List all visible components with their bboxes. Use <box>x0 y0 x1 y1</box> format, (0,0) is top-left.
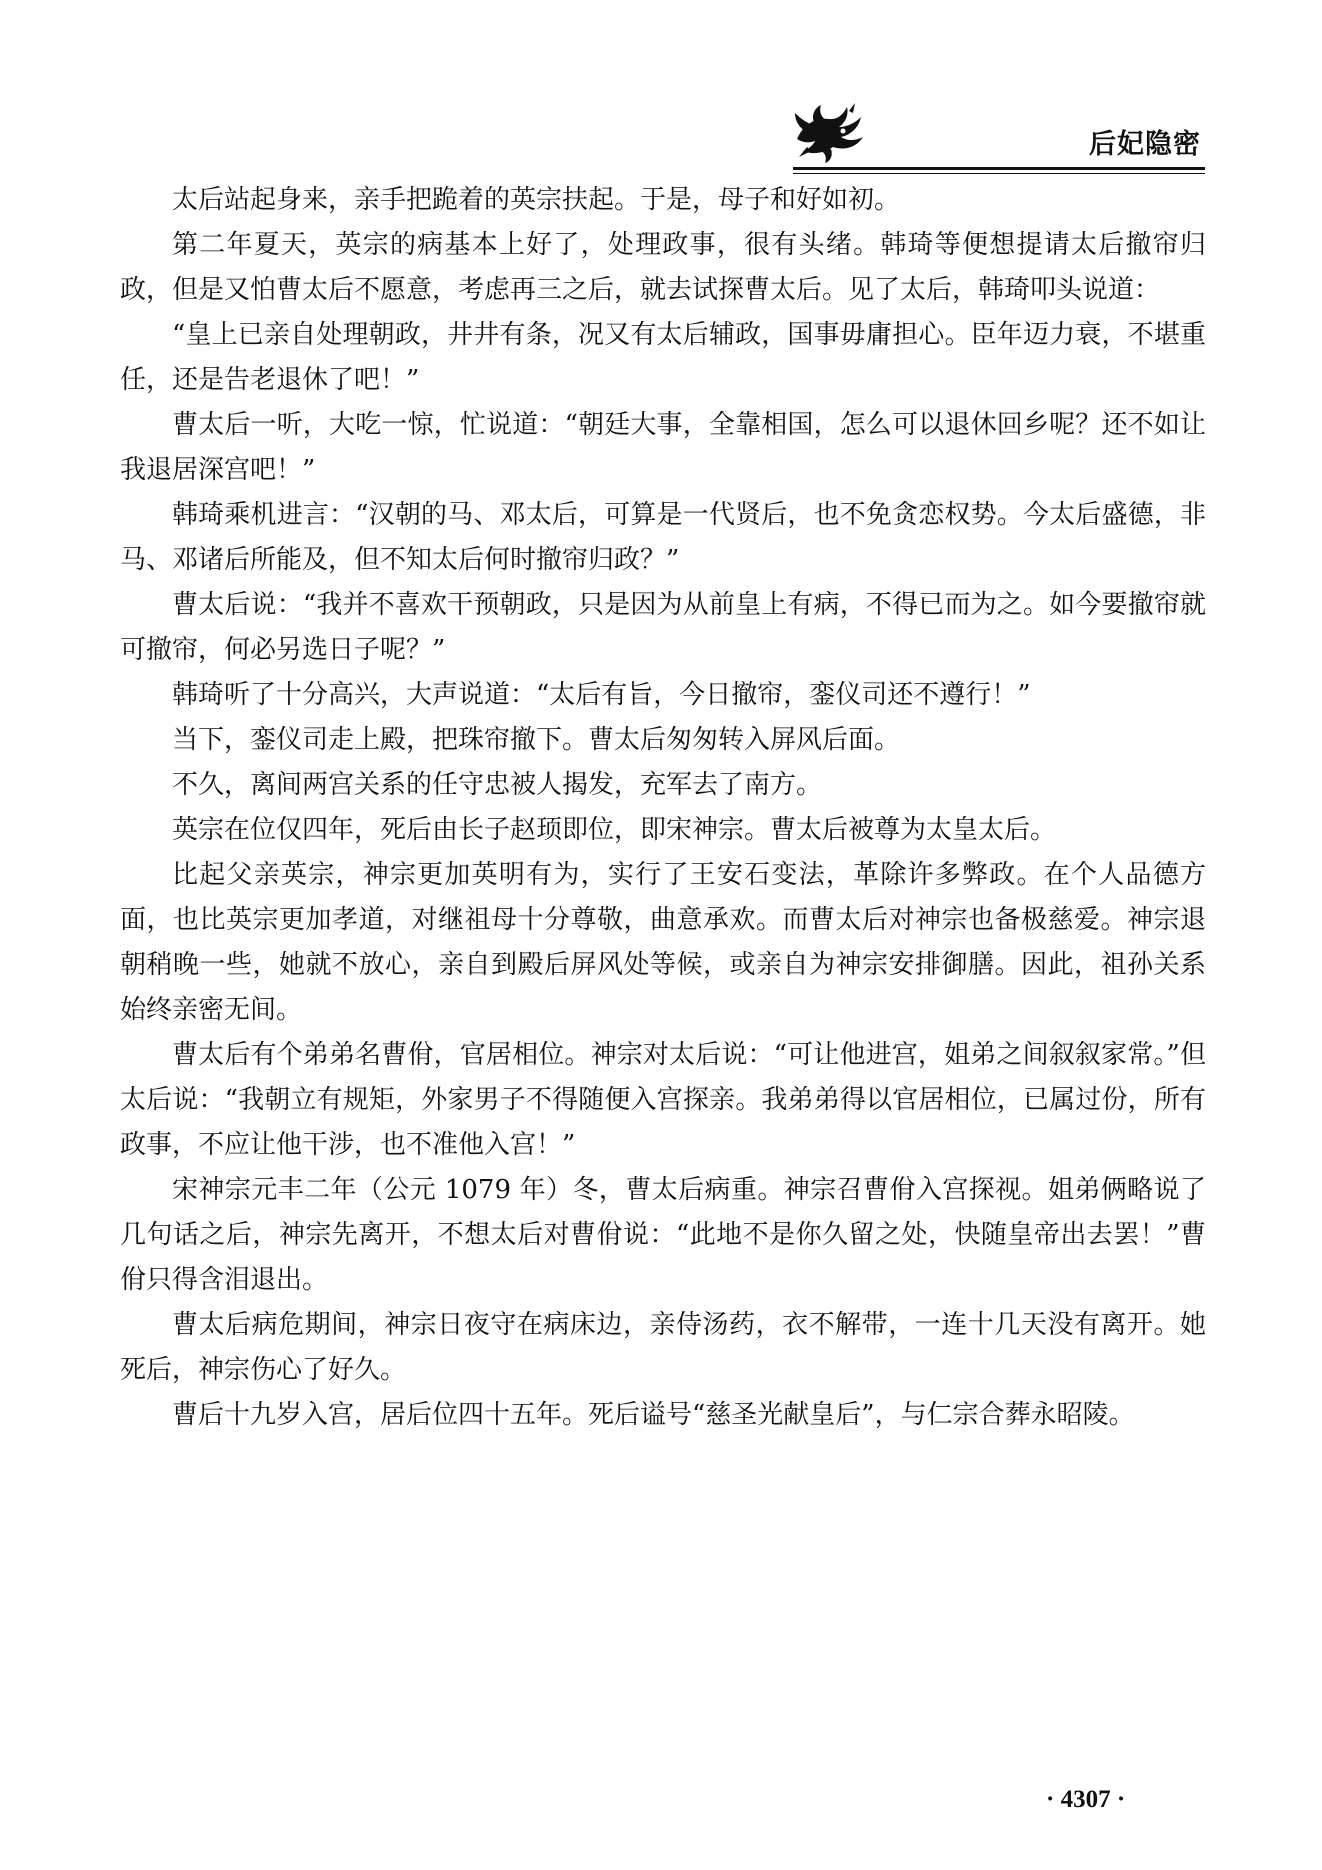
paragraph: 不久，离间两宫关系的任守忠被人揭发，充军去了南方。 <box>172 770 823 800</box>
paragraph: 宋神宗元丰二年（公元 1079 年）冬，曹太后病重。神宗召曹佾入宫探视。姐弟俩略说了几句话之后，神宗先离开，不想太后对曹佾说：“此地不是你久留之处，快随皇帝出去罢！”曹佾只得含泪退出。 <box>120 1175 1206 1295</box>
paragraph: 韩琦听了十分高兴，大声说道：“太后有旨，今日撤帘，銮仪司还不遵行！” <box>172 680 1031 710</box>
page-number: · 4307 · <box>1046 1786 1126 1813</box>
paragraph: 曹太后病危期间，神宗日夜守在病床边，亲侍汤药，衣不解带，一连十几天没有离开。她死后，神宗伤心了好久。 <box>120 1310 1206 1385</box>
running-header <box>775 95 1205 175</box>
dragon-emblem-icon <box>785 95 875 165</box>
paragraph: 曹后十九岁入宫，居后位四十五年。死后谥号“慈圣光献皇后”，与仁宗合葬永昭陵。 <box>172 1400 1135 1430</box>
body-text <box>120 178 1206 1438</box>
paragraph: 曹太后说：“我并不喜欢干预朝政，只是因为从前皇上有病，不得已而为之。如今要撤帘就可撤帘，何必另选日子呢？” <box>120 590 1206 665</box>
paragraph: 英宗在位仅四年，死后由长子赵顼即位，即宋神宗。曹太后被尊为太皇太后。 <box>172 815 1057 845</box>
paragraph: 韩琦乘机进言：“汉朝的马、邓太后，可算是一代贤后，也不免贪恋权势。今太后盛德，非马、邓诸后所能及，但不知太后何时撤帘归政？” <box>120 500 1206 575</box>
paragraph: 曹太后有个弟弟名曹佾，官居相位。神宗对太后说：“可让他进宫，姐弟之间叙叙家常。”但太后说：“我朝立有规矩，外家男子不得随便入宫探亲。我弟弟得以官居相位，已属过份，所有政事，不应让他干涉，也不准他入宫！” <box>120 1040 1206 1160</box>
paragraph: 第二年夏天，英宗的病基本上好了，处理政事，很有头绪。韩琦等便想提请太后撤帘归政，但是又怕曹太后不愿意，考虑再三之后，就去试探曹太后。见了太后，韩琦叩头说道： <box>120 230 1206 305</box>
header-rule <box>793 167 1205 170</box>
paragraph: 曹太后一听，大吃一惊，忙说道：“朝廷大事，全靠相国，怎么可以退休回乡呢？还不如让我退居深宫吧！” <box>120 410 1206 485</box>
paragraph: 当下，銮仪司走上殿，把珠帘撤下。曹太后匆匆转入屏风后面。 <box>172 725 901 755</box>
paragraph: 比起父亲英宗，神宗更加英明有为，实行了王安石变法，革除许多弊政。在个人品德方面，也比英宗更加孝道，对继祖母十分尊敬，曲意承欢。而曹太后对神宗也备极慈爱。神宗退朝稍晚一些，她就不放心，亲自到殿后屏风处等候，或亲自为神宗安排御膳。因此，祖孙关系始终亲密无间。 <box>120 860 1206 1025</box>
paragraph: 太后站起身来，亲手把跪着的英宗扶起。于是，母子和好如初。 <box>172 185 901 215</box>
paragraph: “皇上已亲自处理朝政，井井有条，况又有太后辅政，国事毋庸担心。臣年迈力衰，不堪重任，还是告老退休了吧！” <box>120 320 1206 395</box>
header-rule-thin <box>793 173 1205 174</box>
header-title: 后妃隐密 <box>1089 129 1201 160</box>
